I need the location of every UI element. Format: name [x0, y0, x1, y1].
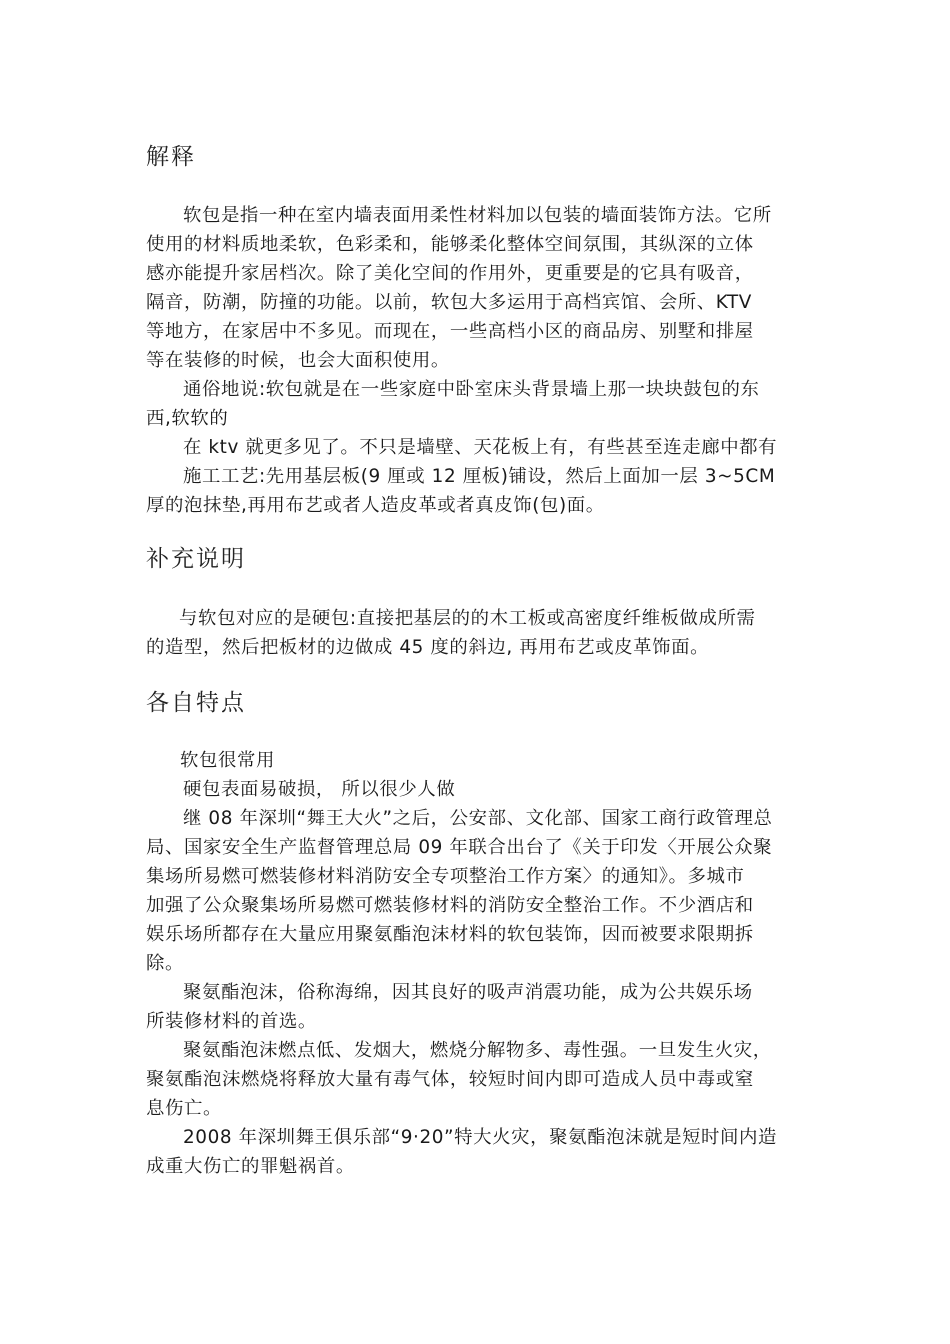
text-line: 聚氨酯泡沫燃烧将释放大量有毒气体，较短时间内即可造成人员中毒或窒 — [146, 1069, 754, 1090]
text-line: 所装修材料的首选。 — [146, 1011, 317, 1032]
text-line: 软包是指一种在室内墙表面用柔性材料加以包装的墙面装饰方法。它所 — [183, 205, 772, 226]
paragraph-construction — [146, 462, 775, 520]
text-line: 在 ktv 就更多见了。不只是墙壁、天花板上有，有些甚至连走廊中都有 — [183, 437, 778, 458]
heading-supplement: 补充说明 — [146, 546, 246, 572]
text-line: 息伤亡。 — [146, 1098, 222, 1119]
text-line: 隔音，防潮，防撞的功能。以前，软包大多运用于高档宾馆、会所、KTV — [146, 292, 752, 313]
text-line: 娱乐场所都存在大量应用聚氨酯泡沫材料的软包装饰，因而被要求限期拆 — [146, 924, 754, 945]
text-line: 西,软软的 — [146, 408, 229, 429]
text-line: 感亦能提升家居档次。除了美化空间的作用外，更重要是的它具有吸音， — [146, 263, 754, 284]
paragraph-foam-hazard — [146, 1036, 772, 1123]
text-line: 2008 年深圳舞王俱乐部“9·20”特大火灾，聚氨酯泡沫就是短时间内造 — [183, 1127, 778, 1148]
text-line: 硬包表面易破损， 所以很少人做 — [183, 779, 456, 800]
heading-features: 各自特点 — [146, 690, 246, 716]
paragraph-plain-explanation — [146, 375, 760, 433]
text-line: 除。 — [146, 953, 184, 974]
text-line: 继 08 年深圳“舞王大火”之后，公安部、文化部、国家工商行政管理总 — [183, 808, 773, 829]
paragraph-hard-panel — [146, 604, 756, 662]
text-line: 厚的泡抹垫,再用布艺或者人造皮革或者真皮饰(包)面。 — [146, 495, 605, 516]
heading-explanation: 解释 — [146, 144, 196, 170]
text-line: 局、国家安全生产监督管理总局 09 年联合出台了《关于印发〈开展公众聚 — [146, 837, 773, 858]
text-line: 施工工艺:先用基层板(9 厘或 12 厘板)铺设，然后上面加一层 3~5CM — [183, 466, 776, 487]
text-line: 通俗地说:软包就是在一些家庭中卧室床头背景墙上那一块块鼓包的东 — [183, 379, 760, 400]
text-line: 的造型，然后把板材的边做成 45 度的斜边, 再用布艺或皮革饰面。 — [146, 637, 710, 658]
paragraph-definition — [146, 201, 772, 375]
paragraph-2008-fire — [146, 1123, 777, 1181]
paragraph-foam-sponge — [146, 978, 753, 1036]
text-line: 集场所易燃可燃装修材料消防安全专项整治工作方案〉的通知》。多城市 — [146, 866, 745, 887]
paragraph-ktv — [146, 433, 777, 462]
text-line: 使用的材料质地柔软，色彩柔和，能够柔化整体空间氛围，其纵深的立体 — [146, 234, 754, 255]
paragraph-regulation — [146, 804, 773, 978]
text-line: 等地方，在家居中不多见。而现在，一些高档小区的商品房、别墅和排屋 — [146, 321, 754, 342]
text-line: 聚氨酯泡沫，俗称海绵，因其良好的吸声消震功能，成为公共娱乐场 — [183, 982, 753, 1003]
text-line: 与软包对应的是硬包:直接把基层的的木工板或高密度纤维板做成所需 — [179, 608, 756, 629]
text-line: 成重大伤亡的罪魁祸首。 — [146, 1156, 355, 1177]
paragraph-hard-fragile — [146, 775, 455, 804]
text-line: 等在装修的时候，也会大面积使用。 — [146, 350, 450, 371]
text-line: 软包很常用 — [180, 750, 275, 771]
text-line: 加强了公众聚集场所易燃可燃装修材料的消防安全整治工作。不少酒店和 — [146, 895, 754, 916]
text-line: 聚氨酯泡沫燃点低、发烟大，燃烧分解物多、毒性强。一旦发生火灾， — [183, 1040, 772, 1061]
paragraph-soft-common — [146, 746, 275, 775]
